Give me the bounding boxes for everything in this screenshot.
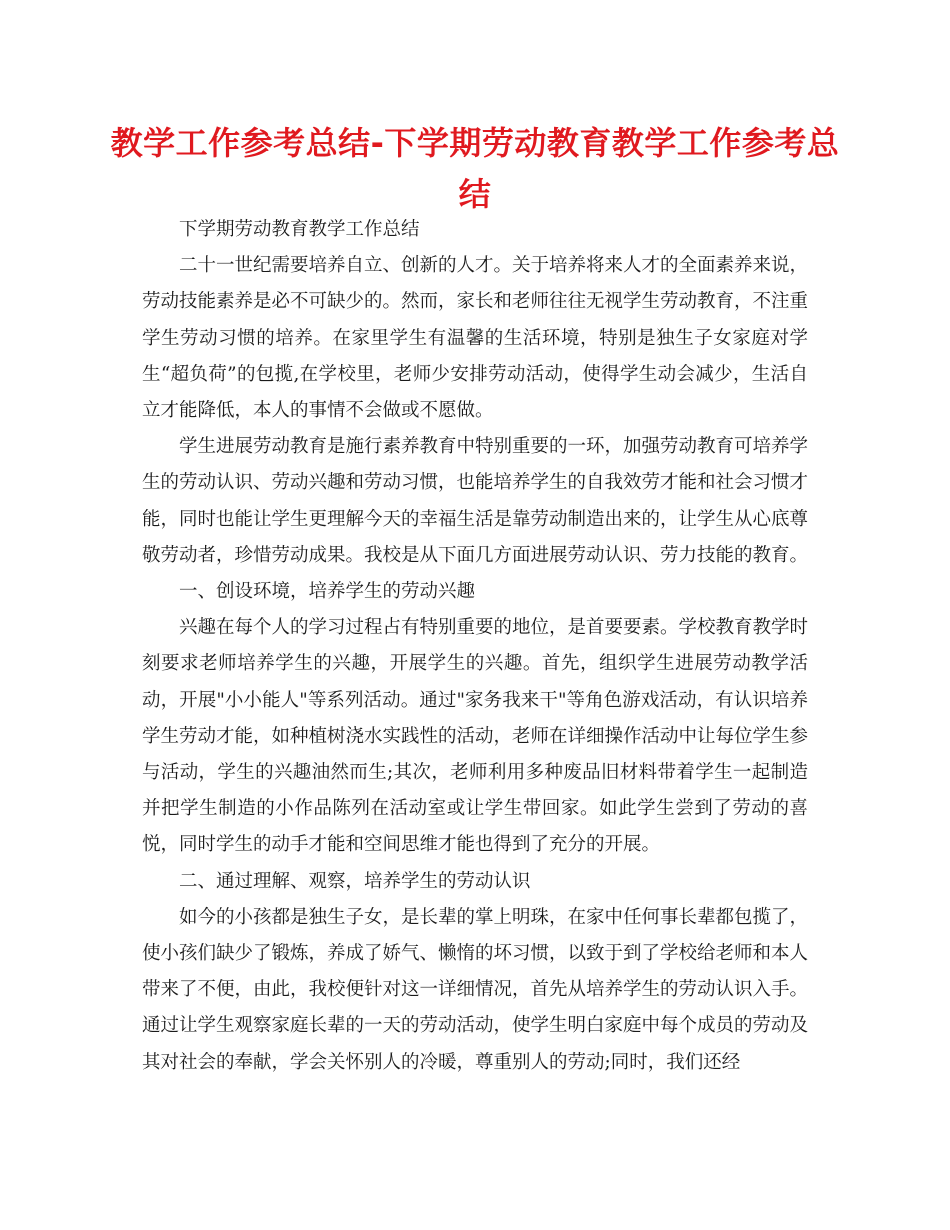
intro-paragraph: 二十一世纪需要培养自立、创新的人才。关于培养将来人才的全面素养来说，劳动技能素养是必不可缺少的。然而，家长和老师往往无视学生劳动教育，不注重学生劳动习惯的培养。在家里学生有温馨的生活环境，特别是独生子女家庭对学生“超负荷”的包揽,在学校里，老师少安排劳动活动，使得学生动会减少，生活自立才能降低，本人的事情不会做或不愿做。 <box>142 255 809 422</box>
section-heading: 二、通过理解、观察，培养学生的劳动认识 <box>179 870 531 892</box>
body-paragraph: 如今的小孩都是独生子女，是长辈的掌上明珠，在家中任何事长辈都包揽了，使小孩们缺少了锻炼，养成了娇气、懒惰的坏习惯，以致于到了学校给老师和本人带来了不便，由此，我校便针对这一详细情况，首先从培养学生的劳动认识入手。通过让学生观察家庭长辈的一天的劳动活动，使学生明白家庭中每个成员的劳动及其对社会的奉献，学会关怀别人的冷暖，尊重别人的劳动;同时，我们还经 <box>142 906 809 1073</box>
body-paragraph: 兴趣在每个人的学习过程占有特别重要的地位，是首要要素。学校教育教学时刻要求老师培养学生的兴趣，开展学生的兴趣。首先，组织学生进展劳动教学活动，开展"小小能人"等系列活动。通过"家务我来干"等角色游戏活动，有认识培养学生劳动才能，如种植树浇水实践性的活动，老师在详细操作活动中让每位学生参与活动，学生的兴趣油然而生;其次，老师利用多种废品旧材料带着学生一起制造并把学生制造的小作品陈列在活动室或让学生带回家。如此学生尝到了劳动的喜悦，同时学生的动手才能和空间思维才能也得到了充分的开展。 <box>142 617 809 856</box>
document-title: 教学工作参考总结-下学期劳动教育教学工作参考总结 <box>110 124 840 213</box>
subtitle-paragraph: 下学期劳动教育教学工作总结 <box>179 219 420 240</box>
body-paragraph: 学生进展劳动教育是施行素养教育中特别重要的一环，加强劳动教育可培养学生的劳动认识、劳动兴趣和劳动习惯，也能培养学生的自我效劳才能和社会习惯才能，同时也能让学生更理解今天的幸福生活是靠劳动制造出来的，让学生从心底尊敬劳动者，珍惜劳动成果。我校是从下面几方面进展劳动认识、劳力技能的教育。 <box>142 436 809 566</box>
section-heading: 一、创设环境，培养学生的劳动兴趣 <box>179 581 476 603</box>
document-body <box>142 212 808 1081</box>
